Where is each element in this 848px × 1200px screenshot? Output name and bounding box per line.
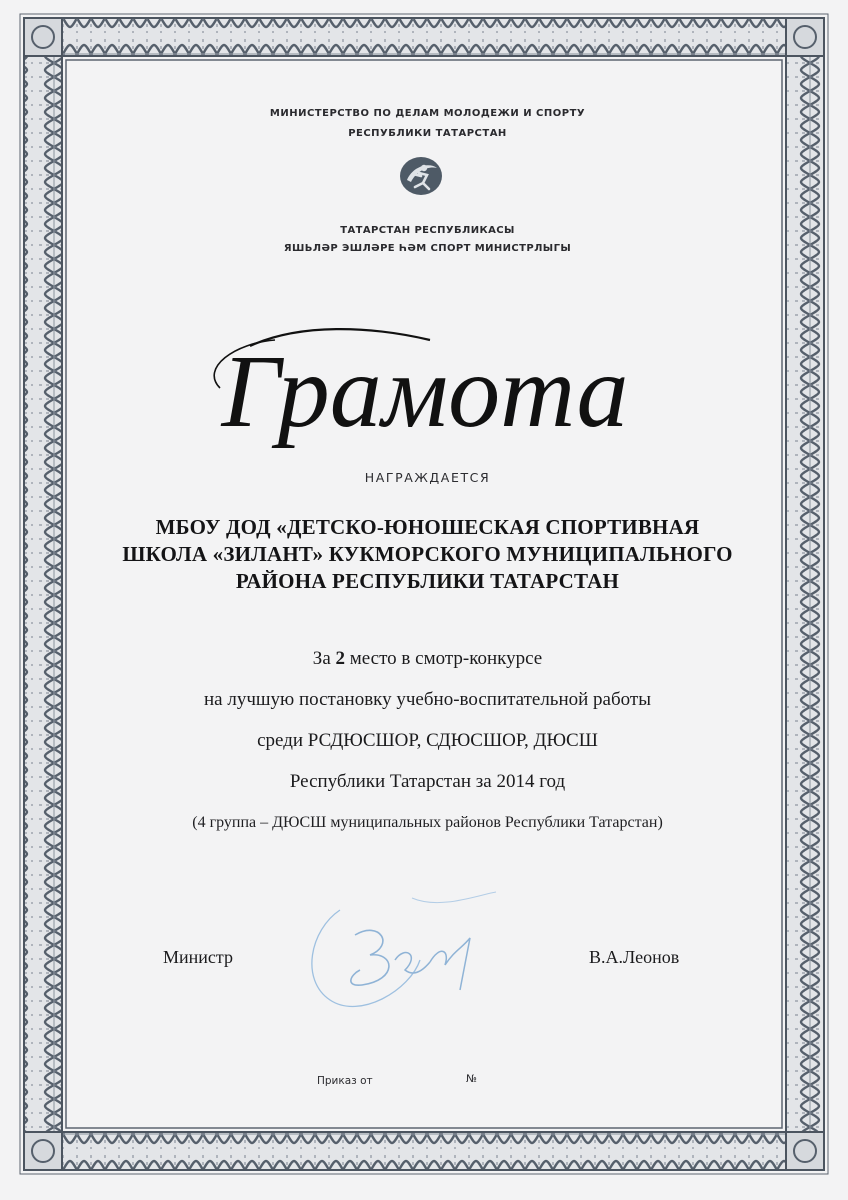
order-date-label: Приказ от [317,1075,373,1087]
reason-line-3: среди РСДЮСШОР, СДЮСШОР, ДЮСШ [257,730,598,751]
recipient-line-1: МБОУ ДОД «ДЕТСКО-ЮНОШЕСКАЯ СПОРТИВНАЯ [155,515,700,539]
signer-name: В.А.Леонов [589,947,680,967]
handwritten-signature [300,890,500,1030]
recipient-line-2: ШКОЛА «ЗИЛАНТ» КУКМОРСКОГО МУНИЦИПАЛЬНОГО [122,542,733,566]
reason-line-1 [86,648,769,670]
ministry-emblem-icon [399,156,443,196]
reason-suffix: место в смотр-конкурсе [345,648,543,669]
ministry-name-ru-line2: РЕСПУБЛИКИ ТАТАРСТАН [348,128,507,139]
reason-line-2: на лучшую постановку учебно-воспитательной работы [204,689,651,710]
order-number-label: № [466,1073,477,1085]
ministry-name-tt-line2: ЯШЬЛӘР ЭШЛӘРЕ ҺӘМ СПОРТ МИНИСТРЛЫГЫ [283,243,572,254]
ministry-name-tt-line1: ТАТАРСТАН РЕСПУБЛИКАСЫ [340,225,515,236]
certificate-title [180,318,670,448]
place-number: 2 [335,648,345,669]
ministry-name-ru-line1: МИНИСТЕРСТВО ПО ДЕЛАМ МОЛОДЕЖИ И СПОРТУ [269,108,586,119]
reason-line-4: Республики Татарстан за 2014 год [289,771,566,792]
group-note: (4 группа – ДЮСШ муниципальных районов Республики Татарстан) [192,814,663,831]
awarded-label: НАГРАЖДАЕТСЯ [364,470,491,485]
recipient-line-3: РАЙОНА РЕСПУБЛИКИ ТАТАРСТАН [235,569,620,593]
signer-position: Министр [163,947,233,967]
reason-prefix: За [312,648,336,669]
certificate-title-text: Грамота [221,334,629,448]
